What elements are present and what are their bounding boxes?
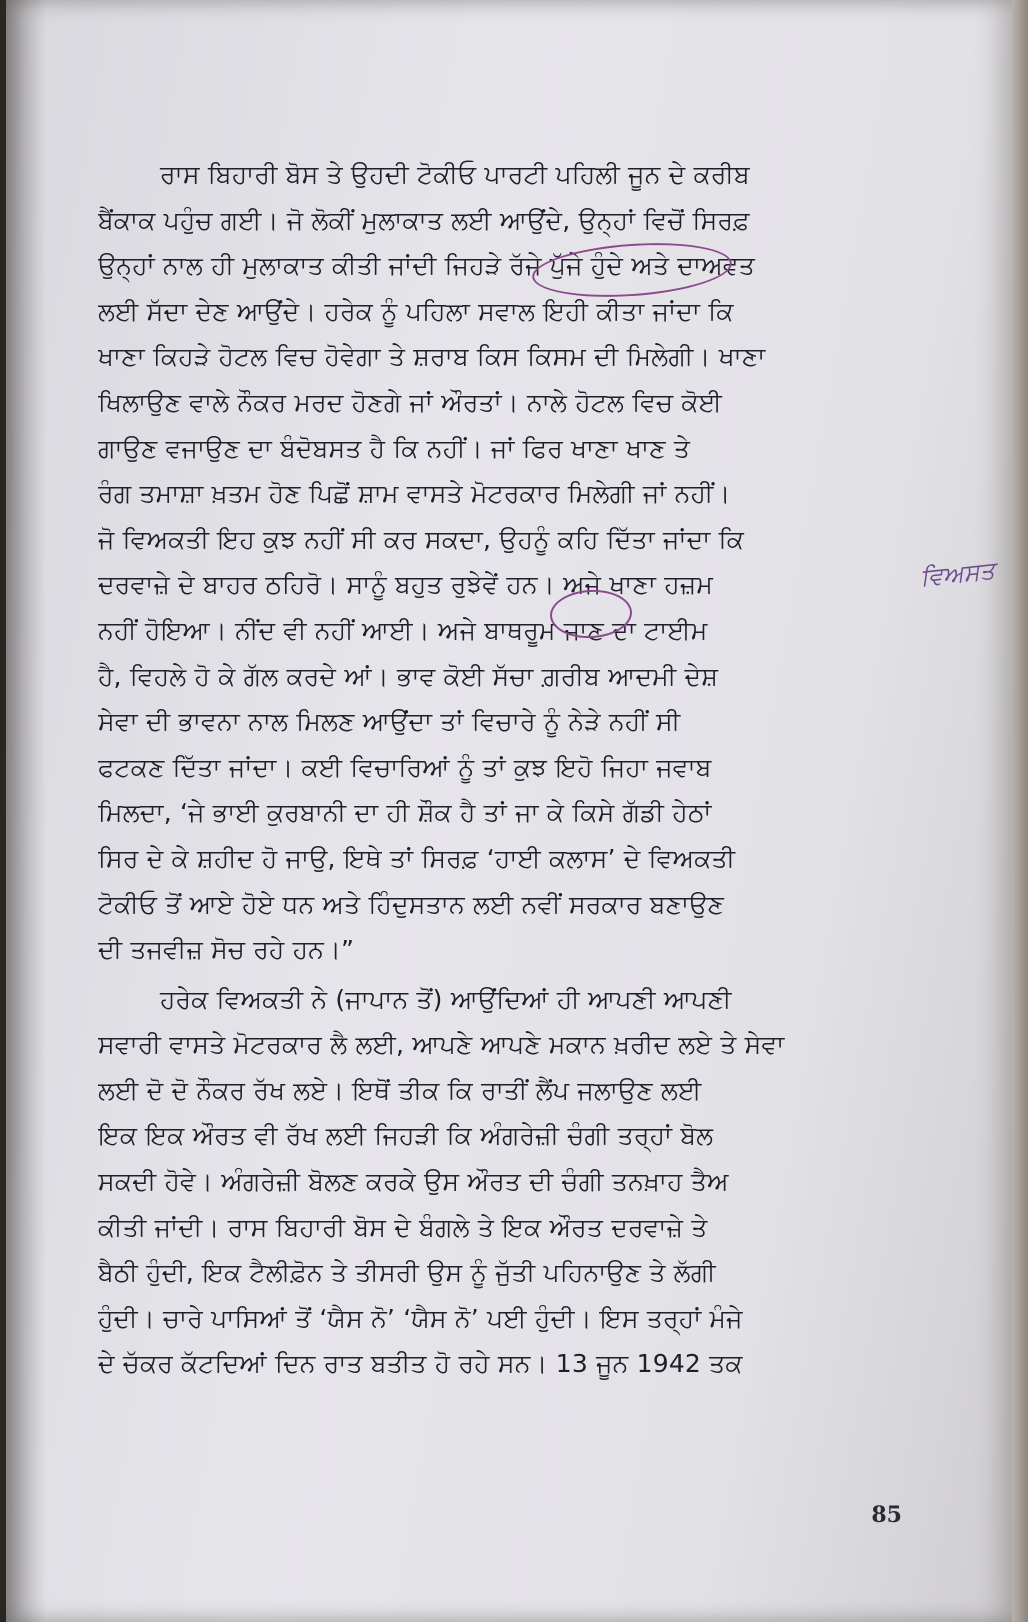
page-number: 85 — [871, 1502, 902, 1528]
text-line: ਮਿਲਦਾ, ‘ਜੇ ਭਾਈ ਕੁਰਬਾਨੀ ਦਾ ਹੀ ਸ਼ੌਕ ਹੈ ਤਾਂ ਜਾ ਕੇ ਕਿਸੇ ਗੱਡੀ ਹੇਠਾਂ — [98, 798, 712, 828]
text-line: ਉਨ੍ਹਾਂ ਨਾਲ ਹੀ ਮੁਲਾਕਾਤ ਕੀਤੀ ਜਾਂਦੀ ਜਿਹੜੇ ਰੱਜੇ ਪੁੱਜੇ ਹੁੰਦੇ ਅਤੇ ਦਾਅਵਤ — [98, 251, 755, 281]
text-line: ਰੰਗ ਤਮਾਸ਼ਾ ਖ਼ਤਮ ਹੋਣ ਪਿਛੋਂ ਸ਼ਾਮ ਵਾਸਤੇ ਮੋਟਰਕਾਰ ਮਿਲੇਗੀ ਜਾਂ ਨਹੀਂ। — [98, 479, 731, 509]
text-line: ਟੋਕੀਓ ਤੋਂ ਆਏ ਹੋਏ ਧਨ ਅਤੇ ਹਿੰਦੁਸਤਾਨ ਲਈ ਨਵੀਂ ਸਰਕਾਰ ਬਣਾਉਣ — [98, 889, 724, 919]
text-line: ਦਰਵਾਜ਼ੇ ਦੇ ਬਾਹਰ ਠਹਿਰੋ। ਸਾਨੂੰ ਬਹੁਤ ਰੁਝੇਵੇਂ ਹਨ। ਅਜੇ ਖਾਣਾ ਹਜ਼ਮ — [98, 570, 713, 600]
text-line: ਹੈ, ਵਿਹਲੇ ਹੋ ਕੇ ਗੱਲ ਕਰਦੇ ਆਂ। ਭਾਵ ਕੋਈ ਸੱਚਾ ਗ਼ਰੀਬ ਆਦਮੀ ਦੇਸ਼ — [98, 661, 719, 691]
text-line: ਇਕ ਇਕ ਔਰਤ ਵੀ ਰੱਖ ਲਈ ਜਿਹੜੀ ਕਿ ਅੰਗਰੇਜ਼ੀ ਚੰਗੀ ਤਰ੍ਹਾਂ ਬੋਲ — [98, 1121, 714, 1151]
text-line: ਜੋ ਵਿਅਕਤੀ ਇਹ ਕੁਝ ਨਹੀਂ ਸੀ ਕਰ ਸਕਦਾ, ਉਹਨੂੰ ਕਹਿ ਦਿੱਤਾ ਜਾਂਦਾ ਕਿ — [98, 524, 744, 554]
text-line: ਰਾਸ ਬਿਹਾਰੀ ਬੋਸ ਤੇ ਉਹਦੀ ਟੋਕੀਓ ਪਾਰਟੀ ਪਹਿਲੀ ਜੂਨ ਦੇ ਕਰੀਬ — [160, 160, 750, 189]
paragraph-1 — [98, 152, 918, 973]
paragraph-2 — [98, 977, 918, 1387]
text-line: ਖਾਣਾ ਕਿਹੜੇ ਹੋਟਲ ਵਿਚ ਹੋਵੇਗਾ ਤੇ ਸ਼ਰਾਬ ਕਿਸ ਕਿਸਮ ਦੀ ਮਿਲੇਗੀ। ਖਾਣਾ — [98, 342, 766, 372]
text-line: ਦੀ ਤਜਵੀਜ਼ ਸੋਚ ਰਹੇ ਹਨ।” — [98, 935, 355, 965]
text-line: ਦੇ ਚੱਕਰ ਕੱਟਦਿਆਂ ਦਿਨ ਰਾਤ ਬਤੀਤ ਹੋ ਰਹੇ ਸਨ। 13 ਜੂਨ 1942 ਤਕ — [98, 1349, 743, 1379]
text-line: ਫਟਕਣ ਦਿੱਤਾ ਜਾਂਦਾ। ਕਈ ਵਿਚਾਰਿਆਂ ਨੂੰ ਤਾਂ ਕੁਝ ਇਹੋ ਜਿਹਾ ਜਵਾਬ — [98, 752, 712, 782]
text-line: ਨਹੀਂ ਹੋਇਆ। ਨੀਂਦ ਵੀ ਨਹੀਂ ਆਈ। ਅਜੇ ਬਾਥਰੂਮ ਜਾਣ ਦਾ ਟਾਈਮ — [98, 615, 708, 645]
text-line: ਸਕਦੀ ਹੋਵੇ। ਅੰਗਰੇਜ਼ੀ ਬੋਲਣ ਕਰਕੇ ਉਸ ਔਰਤ ਦੀ ਚੰਗੀ ਤਨਖ਼ਾਹ ਤੈਅ — [98, 1167, 729, 1197]
text-line: ਗਾਉਣ ਵਜਾਉਣ ਦਾ ਬੰਦੋਬਸਤ ਹੈ ਕਿ ਨਹੀਂ। ਜਾਂ ਫਿਰ ਖਾਣਾ ਖਾਣ ਤੇ — [98, 433, 691, 463]
text-line: ਹਰੇਕ ਵਿਅਕਤੀ ਨੇ (ਜਾਪਾਨ ਤੋਂ) ਆਉਂਦਿਆਂ ਹੀ ਆਪਣੀ ਆਪਣੀ — [160, 984, 732, 1014]
body-text — [98, 152, 918, 1387]
text-line: ਲਈ ਦੋ ਦੋ ਨੌਕਰ ਰੱਖ ਲਏ। ਇਥੋਂ ਤੀਕ ਕਿ ਰਾਤੀਂ ਲੈਂਪ ਜਲਾਉਣ ਲਈ — [98, 1075, 702, 1105]
book-edge — [1012, 0, 1028, 1622]
handwritten-margin-note: ਵਿਅਸਤ — [918, 556, 997, 592]
text-line: ਕੀਤੀ ਜਾਂਦੀ। ਰਾਸ ਬਿਹਾਰੀ ਬੋਸ ਦੇ ਬੰਗਲੇ ਤੇ ਇਕ ਔਰਤ ਦਰਵਾਜ਼ੇ ਤੇ — [98, 1212, 708, 1242]
text-line: ਸੇਵਾ ਦੀ ਭਾਵਨਾ ਨਾਲ ਮਿਲਣ ਆਉਂਦਾ ਤਾਂ ਵਿਚਾਰੇ ਨੂੰ ਨੇੜੇ ਨਹੀਂ ਸੀ — [98, 707, 681, 737]
text-line: ਸਵਾਰੀ ਵਾਸਤੇ ਮੋਟਰਕਾਰ ਲੈ ਲਈ, ਆਪਣੇ ਆਪਣੇ ਮਕਾਨ ਖ਼ਰੀਦ ਲਏ ਤੇ ਸੇਵਾ — [98, 1030, 785, 1060]
text-line: ਹੁੰਦੀ। ਚਾਰੇ ਪਾਸਿਆਂ ਤੋਂ ‘ਯੈਸ ਨੋ’ ‘ਯੈਸ ਨੋ’ ਪਈ ਹੁੰਦੀ। ਇਸ ਤਰ੍ਹਾਂ ਮੰਜੇ — [98, 1303, 743, 1333]
text-line: ਖਿਲਾਉਣ ਵਾਲੇ ਨੌਕਰ ਮਰਦ ਹੋਣਗੇ ਜਾਂ ਔਰਤਾਂ। ਨਾਲੇ ਹੋਟਲ ਵਿਚ ਕੋਈ — [98, 387, 722, 417]
text-line: ਲਈ ਸੱਦਾ ਦੇਣ ਆਉਂਦੇ। ਹਰੇਕ ਨੂੰ ਪਹਿਲਾ ਸਵਾਲ ਇਹੀ ਕੀਤਾ ਜਾਂਦਾ ਕਿ — [98, 296, 734, 326]
page-fold-shadow — [6, 0, 46, 1622]
text-line: ਬੈਂਕਾਕ ਪਹੁੰਚ ਗਈ। ਜੋ ਲੋਕੀਂ ਮੁਲਾਕਾਤ ਲਈ ਆਉਂਦੇ, ਉਨ੍ਹਾਂ ਵਿਚੋਂ ਸਿਰਫ਼ — [98, 205, 750, 235]
text-line: ਸਿਰ ਦੇ ਕੇ ਸ਼ਹੀਦ ਹੋ ਜਾਉ, ਇਥੇ ਤਾਂ ਸਿਰਫ਼ ‘ਹਾਈ ਕਲਾਸ’ ਦੇ ਵਿਅਕਤੀ — [98, 843, 736, 873]
book-page — [6, 0, 1012, 1622]
text-line: ਬੈਠੀ ਹੁੰਦੀ, ਇਕ ਟੈਲੀਫ਼ੋਨ ਤੇ ਤੀਸਰੀ ਉਸ ਨੂੰ ਜੁੱਤੀ ਪਹਿਨਾਉਣ ਤੇ ਲੱਗੀ — [98, 1258, 716, 1288]
